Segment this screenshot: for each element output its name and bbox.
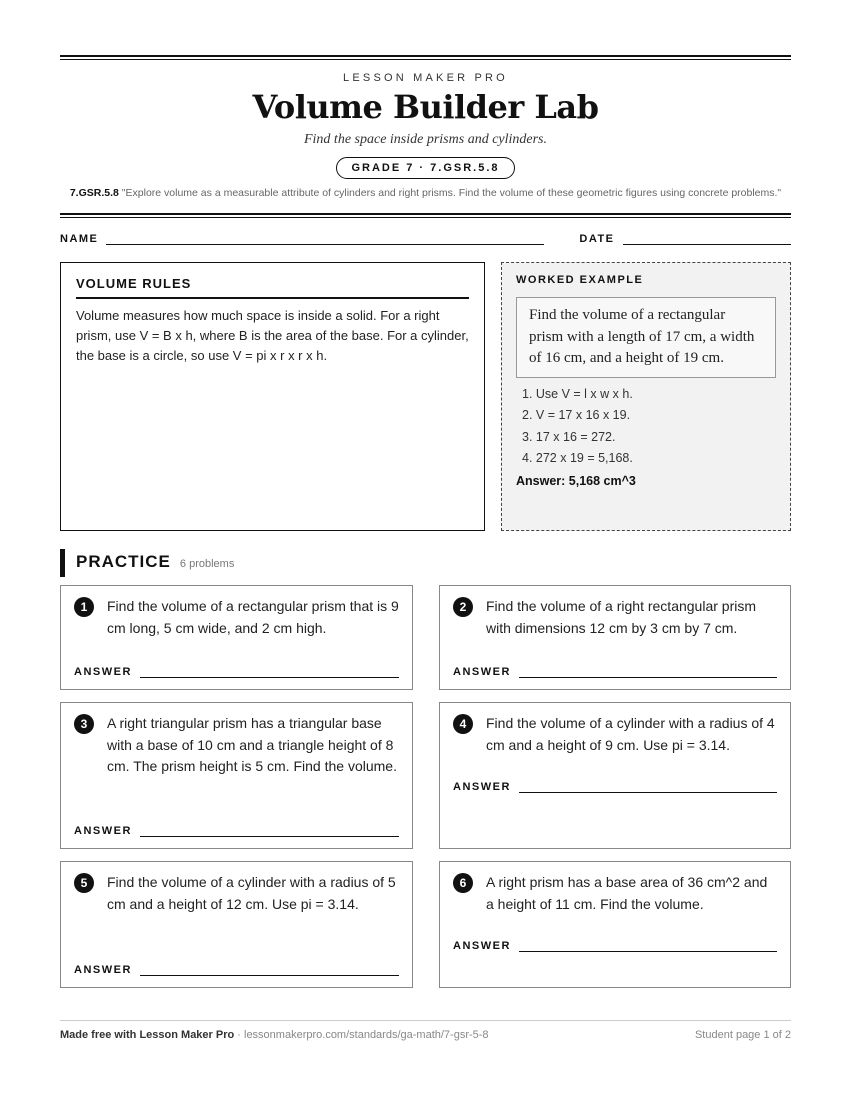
worksheet-page: [60, 55, 791, 988]
practice-count: 6 problems: [179, 558, 235, 570]
problem-card-3: [60, 702, 413, 849]
problem-number-badge: 3: [74, 714, 94, 734]
volume-rules-text: Volume measures how much space is inside a solid. For a right prism, use V = B x h, where B is the area of the base. For a cylinder, the base is a circle, so use V = pi x r x r x h.: [76, 308, 469, 363]
answer-row: [453, 781, 777, 793]
problem-number-badge: 5: [74, 873, 94, 893]
problem-number-badge: 2: [453, 597, 473, 617]
worked-example-title: WORKED EXAMPLE: [516, 274, 644, 286]
footer-separator: ·: [234, 1029, 244, 1041]
worked-example-answer: Answer: 5,168 cm^3: [516, 473, 636, 488]
footer-page-label: Student page 1 of 2: [694, 1029, 791, 1041]
footer-credit: [60, 1029, 489, 1041]
answer-field-2[interactable]: [519, 668, 777, 678]
worked-example-step: 1. Use V = l x w x h.: [522, 386, 633, 401]
top-rule: [60, 55, 791, 60]
problem-text: A right prism has a base area of 36 cm^2 and a height of 11 cm. Find the volume.: [486, 874, 768, 912]
standard-description: [60, 186, 791, 201]
answer-row: [453, 940, 777, 952]
answer-label: ANSWER: [74, 964, 132, 976]
problem-card-4: [439, 702, 791, 849]
answer-field-4[interactable]: [519, 783, 777, 793]
problem-text: Find the volume of a right rectangular prism with dimensions 12 cm by 3 cm by 7 cm.: [486, 598, 757, 636]
page-footer: [60, 1020, 791, 1041]
problem-card-5: [60, 861, 413, 988]
page-subtitle: Find the space inside prisms and cylinders.: [303, 132, 548, 147]
answer-label: ANSWER: [74, 825, 132, 837]
practice-header: [60, 549, 791, 577]
problem-text: A right triangular prism has a triangular base with a base of 10 cm and a triangle height of 8 cm. The prism height is 5 cm. Find the volume.: [107, 715, 397, 774]
name-field[interactable]: [106, 235, 544, 245]
worked-example-box: [501, 262, 791, 531]
student-info-row: [60, 233, 791, 245]
problem-card-2: [439, 585, 791, 690]
date-field[interactable]: [623, 235, 791, 245]
problem-text: Find the volume of a cylinder with a radius of 4 cm and a height of 9 cm. Use pi = 3.14.: [486, 715, 775, 753]
brand-label: LESSON MAKER PRO: [343, 72, 508, 84]
answer-label: ANSWER: [453, 781, 511, 793]
problem-card-6: [439, 861, 791, 988]
answer-row: [74, 825, 399, 837]
worked-example-step: 2. V = 17 x 16 x 19.: [522, 408, 631, 422]
standard-text: "Explore volume as a measurable attribute of cylinders and right prisms. Find the volume of these geometric figures using concrete problems.": [121, 187, 782, 199]
footer-made-with: Made free with Lesson Maker Pro: [60, 1029, 235, 1041]
volume-rules-box: [60, 262, 485, 531]
answer-row: [74, 964, 399, 976]
answer-label: ANSWER: [453, 940, 511, 952]
standard-code: 7.GSR.5.8: [69, 187, 119, 199]
problem-number-badge: 6: [453, 873, 473, 893]
worked-example-steps: [516, 384, 776, 470]
name-label: NAME: [60, 233, 99, 245]
page-title: Volume Builder Lab: [252, 88, 599, 126]
header-bottom-rule: [60, 213, 791, 218]
problem-card-1: [60, 585, 413, 690]
footer-url[interactable]: lessonmakerpro.com/standards/ga-math/7-gsr-5-8: [244, 1029, 489, 1041]
worked-example-step: 3. 17 x 16 = 272.: [522, 429, 616, 444]
answer-row: [74, 666, 399, 678]
problem-number-badge: 1: [74, 597, 94, 617]
problem-number-badge: 4: [453, 714, 473, 734]
grade-badge-wrap: [60, 157, 791, 179]
answer-field-5[interactable]: [140, 966, 399, 976]
grade-badge: GRADE 7 · 7.GSR.5.8: [336, 157, 514, 179]
worked-example-question: Find the volume of a rectangular prism with a length of 17 cm, a width of 16 cm, and a height of 19 cm.: [516, 297, 776, 378]
answer-field-1[interactable]: [140, 668, 399, 678]
answer-label: ANSWER: [453, 666, 511, 678]
worked-example-step: 4. 272 x 19 = 5,168.: [522, 451, 633, 465]
answer-field-3[interactable]: [140, 827, 399, 837]
volume-rules-title: VOLUME RULES: [76, 276, 469, 299]
answer-label: ANSWER: [74, 666, 132, 678]
answer-row: [453, 666, 777, 678]
problem-text: Find the volume of a rectangular prism that is 9 cm long, 5 cm wide, and 2 cm high.: [107, 598, 399, 636]
info-section: [60, 262, 791, 531]
practice-title: PRACTICE: [76, 552, 171, 571]
problem-text: Find the volume of a cylinder with a radius of 5 cm and a height of 12 cm. Use pi = 3.14.: [107, 874, 396, 912]
practice-grid: [60, 585, 791, 988]
date-label: DATE: [579, 233, 615, 245]
answer-field-6[interactable]: [519, 942, 777, 952]
